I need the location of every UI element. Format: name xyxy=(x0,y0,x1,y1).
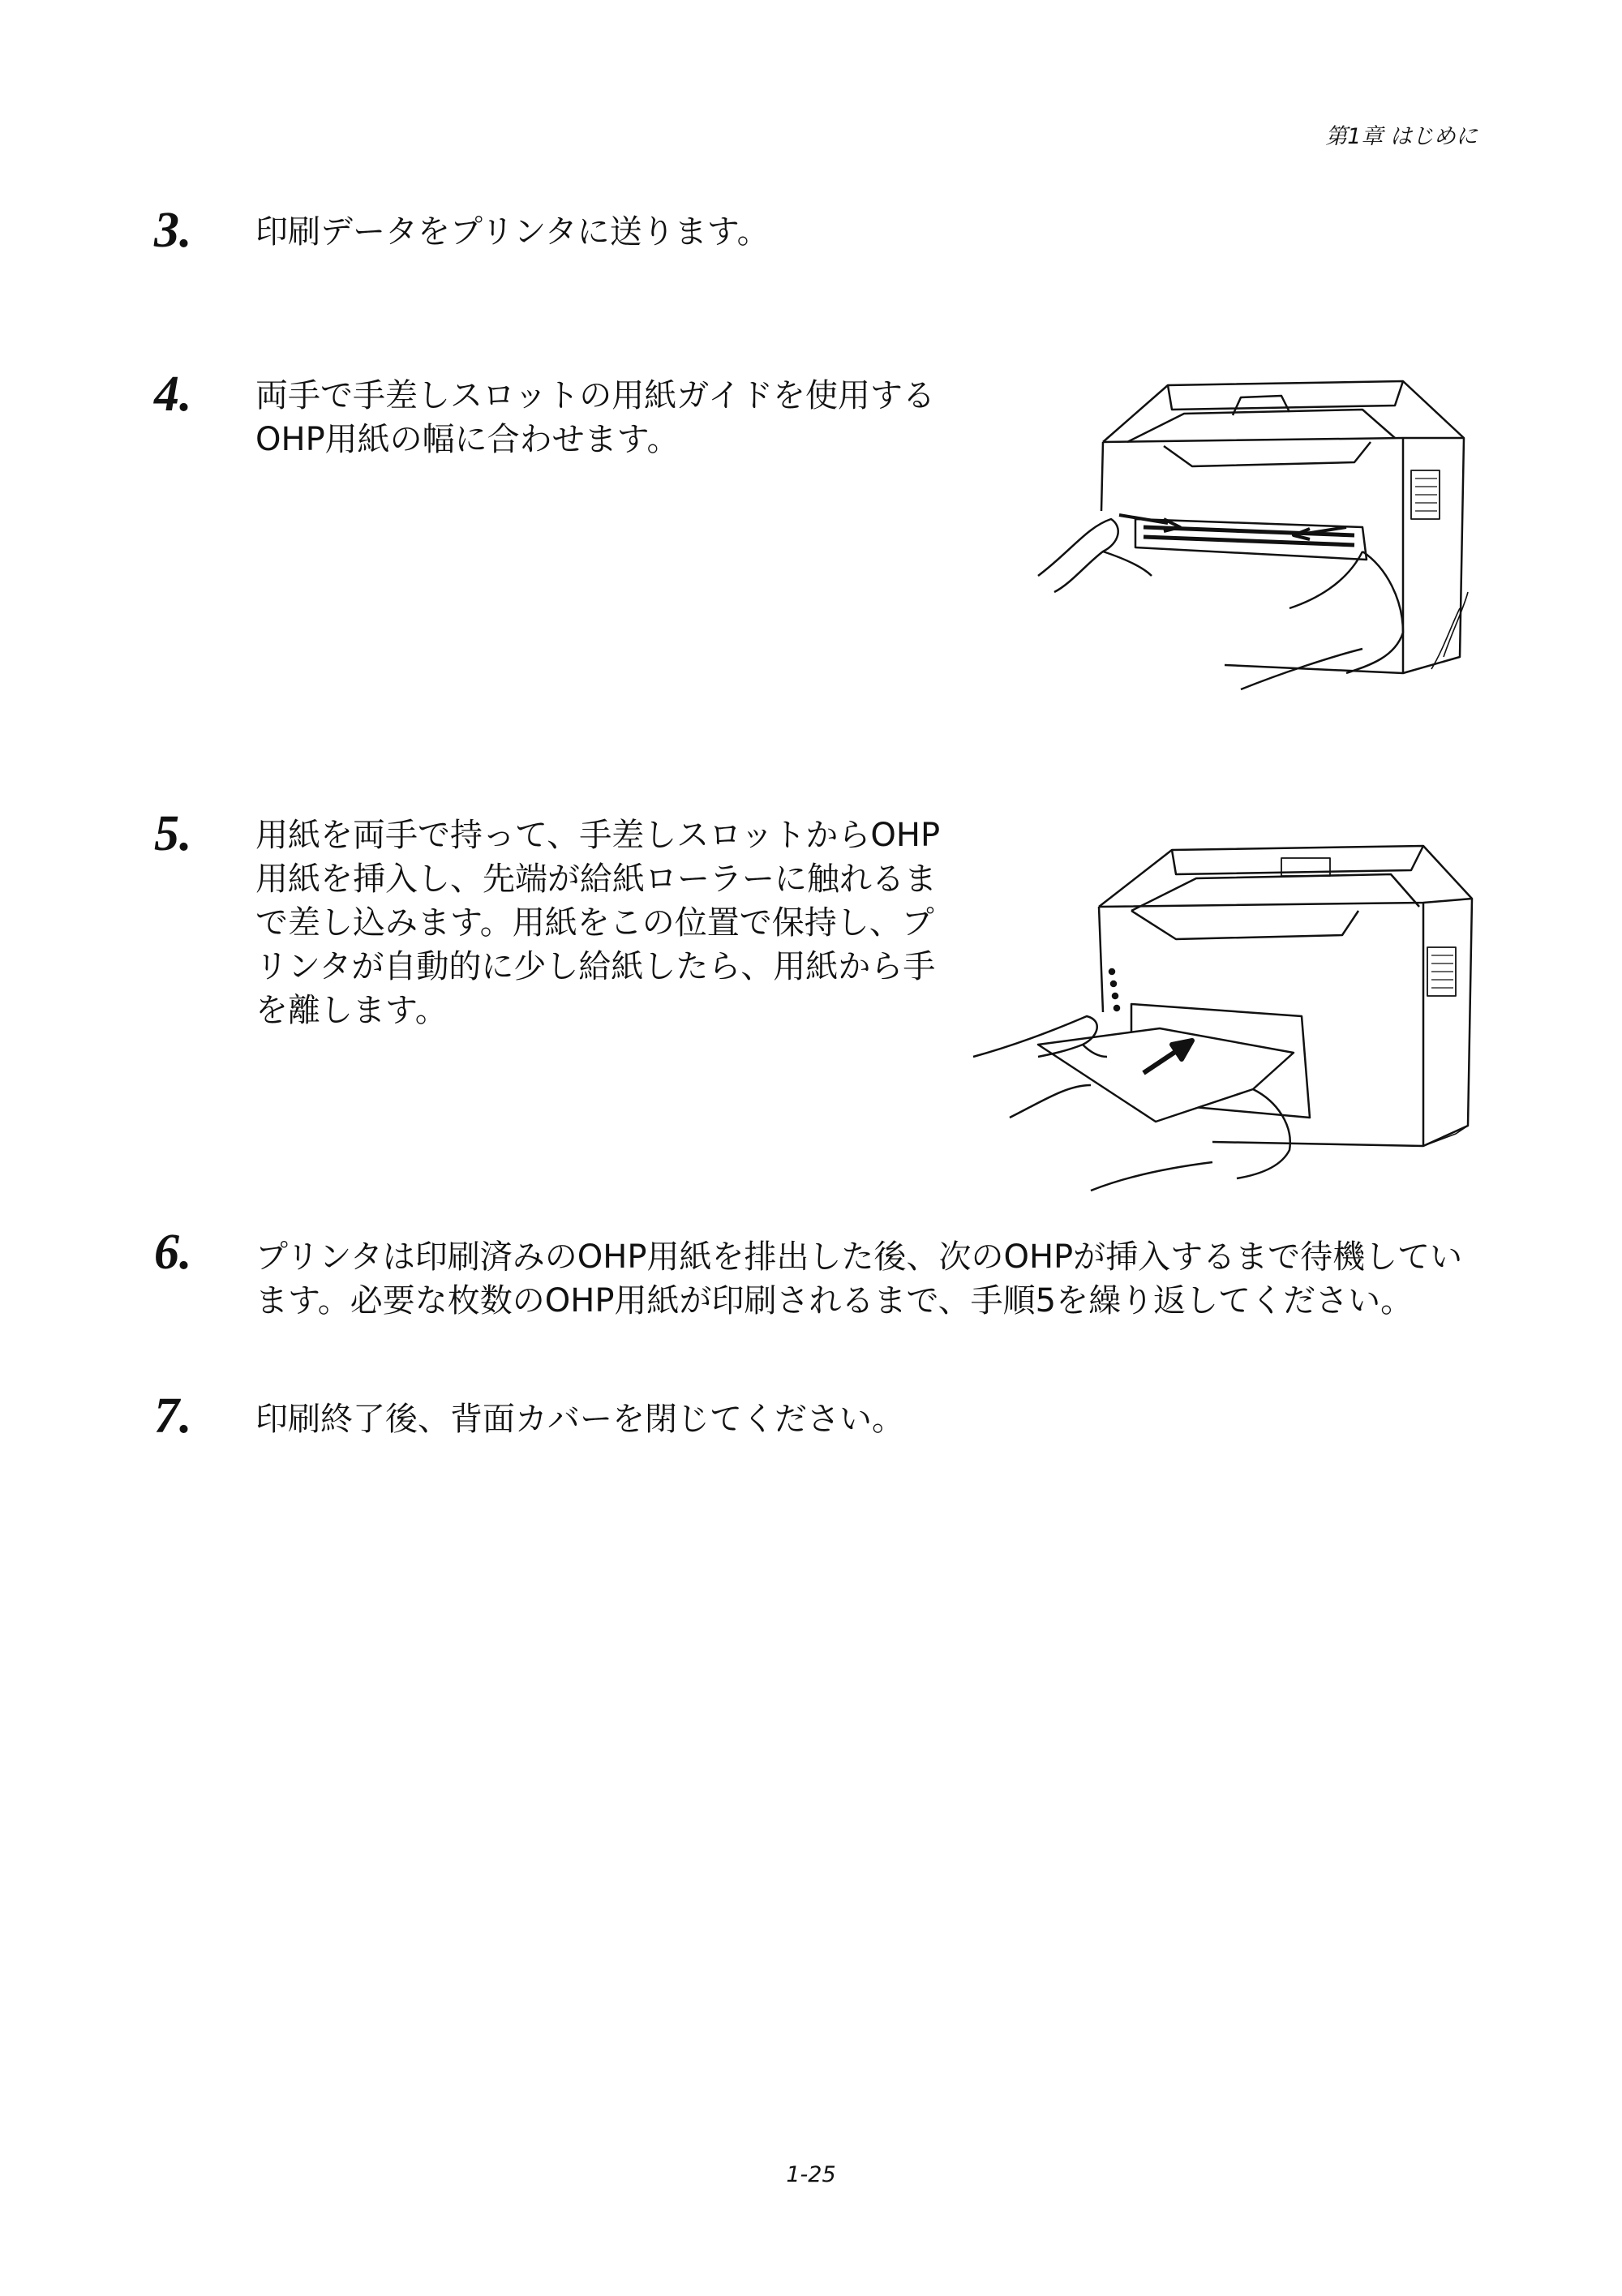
step-text: 印刷データをプリンタに送ります。 xyxy=(255,213,770,251)
step-text: 印刷終了後、背面カバーを閉じてください。 xyxy=(255,1401,904,1438)
printer-insert-illustration xyxy=(969,842,1476,1199)
step-number: 4. xyxy=(154,367,192,422)
step-number: 7. xyxy=(154,1388,192,1444)
page-number: 1-25 xyxy=(786,2162,836,2187)
chapter-header: 第1章 はじめに xyxy=(1325,124,1478,149)
step-text: 用紙を両手で持って、手差しスロットからOHP 用紙を挿入し、先端が給紙ローラーに触れるま で差し込みます。用紙をこの位置で保持し、プ リンタが自動的に少し給紙したら、用紙から手 を離します。 xyxy=(255,817,941,1029)
step-number: 3. xyxy=(154,203,192,258)
step-number: 5. xyxy=(154,806,192,861)
step-text: 両手で手差しスロットの用紙ガイドを使用する OHP用紙の幅に合わせます。 xyxy=(255,377,935,458)
step-number: 6. xyxy=(154,1225,192,1280)
step-text: プリンタは印刷済みのOHP用紙を排出した後、次のOHPが挿入するまで待機してい ます。必要な枚数のOHP用紙が印刷されるまで、手順5を繰り返してください。 xyxy=(255,1238,1463,1320)
printer-guide-illustration xyxy=(1022,365,1476,706)
